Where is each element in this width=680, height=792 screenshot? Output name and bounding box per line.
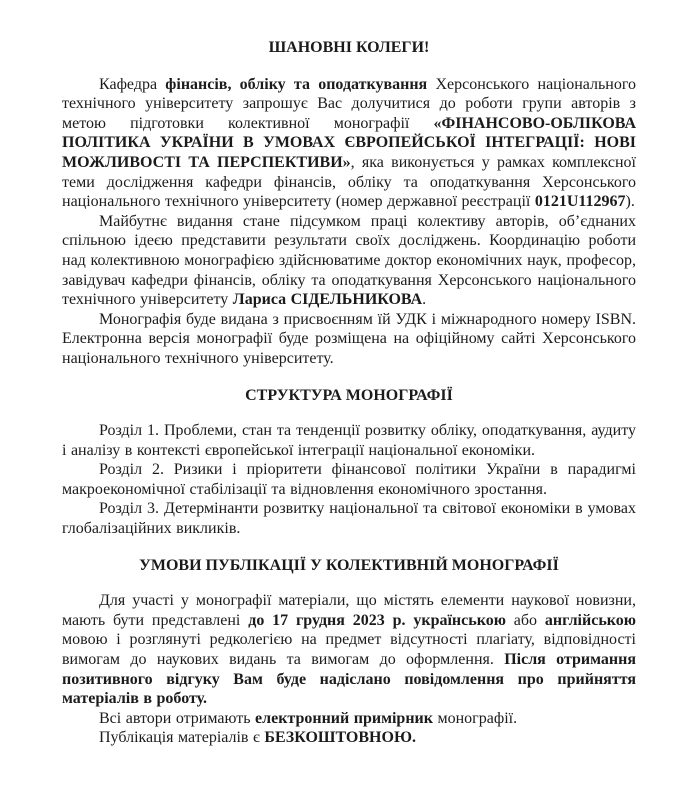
paragraph-coordination: Майбутнє видання стане підсумком праці колективу авторів, об’єднаних спільною ідеєю представити результати своїх досліджень. Координацію роботи над колективною монографією здійснюватиме доктор економічних наук, професор, завідувач кафедри фінансів, обліку та оподаткування Херсонського національного технічного університету Лариса СІДЕЛЬНИКОВА. xyxy=(62,212,636,309)
document-title: ШАНОВНІ КОЛЕГИ! xyxy=(268,39,430,56)
paragraph-free-publication: Публікація матеріалів є БЕЗКОШТОВНОЮ. xyxy=(99,729,416,747)
paragraph-electronic-copy: Всі автори отримають електронний примірник монографії. xyxy=(99,709,518,727)
paragraph-chapter-2: Розділ 2. Ризики і пріоритети фінансової політики України в парадигмі макроекономічної стабілізації та відновлення економічного зростання. xyxy=(62,461,636,498)
paragraph-isbn-publication: Монографія буде видана з присвоєнням їй УДК і міжнародного номеру ISBN. Електронна версія монографії буде розміщена на офіційному сайті Херсонського національного технічного університету. xyxy=(62,310,636,367)
paragraph-submission-terms: Для участі у монографії матеріали, що містять елементи наукової новизни, мають бути представлені до 17 грудня 2023 р. українською або англійською мовою і розглянуті редколегією на предмет відсутності плагіату, відповідності вимогам до наукових видань та вимогам до оформлення. Після отримання позитивного відгуку Вам буде надіслано повідомлення про прийняття матеріалів в роботу. xyxy=(62,592,637,708)
paragraph-chapter-1: Розділ 1. Проблеми, стан та тенденції розвитку обліку, оподаткування, аудиту і аналізу в контексті європейської інтеграції національної економіки. xyxy=(62,422,636,459)
heading-publication-terms: УМОВИ ПУБЛІКАЦІЇ У КОЛЕКТИВНІЙ МОНОГРАФІЇ xyxy=(139,556,559,574)
paragraph-chapter-3: Розділ 3. Детермінанти розвитку національної та світової економіки в умовах глобалізаційних викликів. xyxy=(62,500,636,538)
paragraph-invitation: Кафедра фінансів, обліку та оподаткування Херсонського національного технічного університету запрошує Вас долучитися до роботи групи авторів з метою підготовки колективної монографії «ФІНАНСОВО-ОБЛІКОВА ПОЛІТИКА УКРАЇНИ В УМОВАХ ЄВРОПЕЙСЬКОЇ ІНТЕГРАЦІЇ: НОВІ МОЖЛИВОСТІ ТА ПЕРСПЕКТИВИ», яка виконується у рамках комплексної теми дослідження кафедри фінансів, обліку та оподаткування Херсонського національного технічного університету (номер державної реєстрації 0121U112967). xyxy=(62,75,637,211)
heading-monograph-structure: СТРУКТУРА МОНОГРАФІЇ xyxy=(245,386,453,404)
